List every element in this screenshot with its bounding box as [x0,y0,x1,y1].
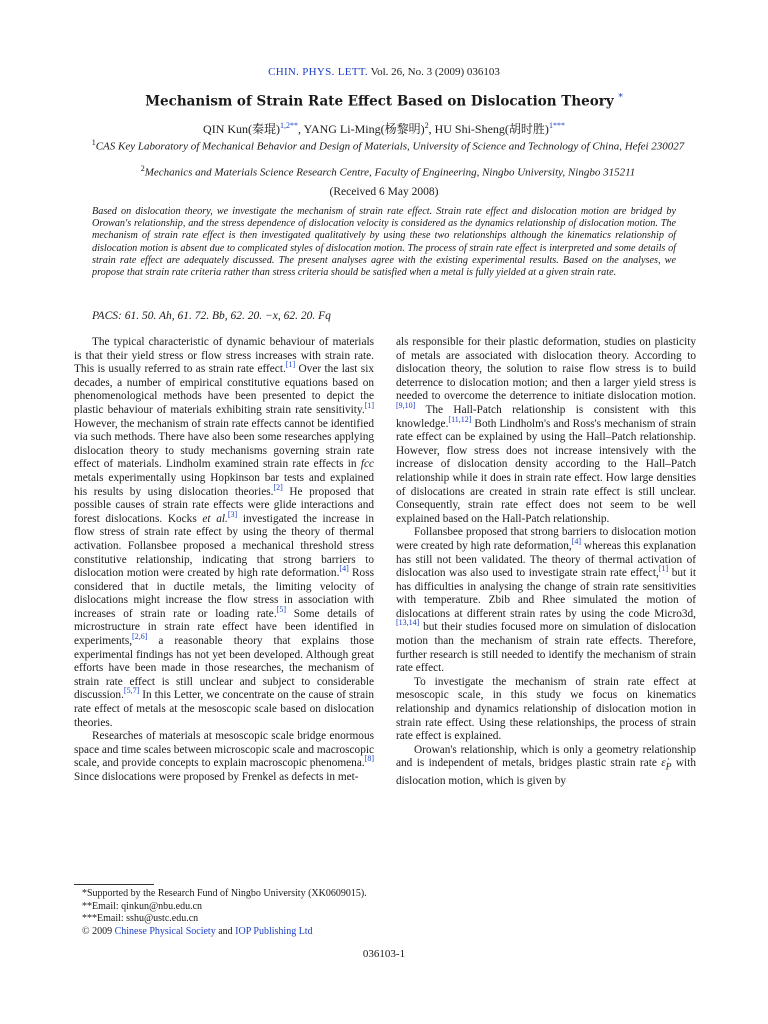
citation-link[interactable]: [1] [285,360,296,370]
citation-link[interactable]: [2,6] [132,632,148,642]
citation-link[interactable]: [11,12] [448,414,472,424]
affiliation-1-number: 1 [91,138,96,147]
footnote-copyright: © 2009 Chinese Physical Society and IOP Publishing Ltd [82,925,313,937]
paragraph: Researches of materials at mesoscopic scale bridge enormous space and time scales between microscopic scale and macroscopic scale, and provide concepts to explain macroscopic phenomena.[8] Since dislocations were proposed by Frenkel as defects in met- [74,730,374,783]
citation-link[interactable]: [1] [364,401,374,411]
citation-link[interactable]: [4] [571,537,582,547]
citation-link[interactable]: [1] [658,564,669,574]
paragraph: als responsible for their plastic deformation, studies on plasticity of metals are associated with dislocation theory. According to dislocation theory, the solution to raise flow stress is to build deterrence to dislocation motion; and then a larger yield stress is needed to overcome the deterrence to initiate dislocation motion.[9,10] The Hall-Patch relationship is consistent with this knowledge.[11,12] Both Lindholm's and Ross's mechanism of strain rate effect can be explained by using the Hall–Patch relationship. However, flow stress does not increase intensively with the increase of dislocation density according to the Hall–Patch relationship while it does in strain rate effect. How large densities of dislocations are created in strain rate effect is still unclear. Consequently, strain rate effect does not seem to be well explained based on the Hall-Patch relationship. [396,336,696,525]
citation-link[interactable]: [5] [276,605,286,615]
journal-name-link[interactable]: CHIN. PHYS. LETT. [268,66,368,78]
strain-rate-symbol: ε̇ [661,757,666,770]
author-1: QIN Kun(秦琨) [203,122,281,136]
affiliation-2-text: Mechanics and Materials Science Research Centre, Faculty of Engineering, Ningbo University, Ningbo 315211 [144,166,636,179]
paragraph: The typical characteristic of dynamic behaviour of materials is that their yield stress or flow stress increases with strain rate. This is usually referred to as strain rate effect.[1] Over the last six decades, a number of empirical constitutive equations based on phenomenological methods have been presented to depict the plastic behaviour of materials exhibiting strain rate sensitivity.[1] However, the mechanism of strain rate effects cannot be identified via such methods. There have also been some researches applying dislocation theory to study mechanisms governing strain rate effect of materials. Lindholm examined strain rate effects in fcc metals experimentally using Hopkinson bar tests and explained his results by using dislocation theories.[2] He proposed that possible causes of strain rate effects were glide interactions and forest dislocations. Kocks et al.[3] investigated the increase in flow stress of strain rate effect by using the theory of thermal activation. Follansbee proposed a mechanical threshold stress constitutive relationship, indicating that strong barriers to dislocation motion were created by high rate deformation.[4] Ross considered that in ductile metals, the limiting velocity of dislocations might increase the flow stress in association with increases of strain rate or loading rate.[5] Some details of microstructure in strain rate effect have been identified in experiments,[2,6] a reasonable theory that explains those experimental findings has not yet been developed. Although great efforts have been made in those researches, the mechanism of strain rate effect is still unclear and subject to considerable discussion.[5,7] In this Letter, we concentrate on the cause of strain rate effect of metals at the mesoscopic scale based on dislocation theories. [74,336,375,729]
title-footnote-mark[interactable]: * [618,93,623,103]
footnote-email-2: ***Email: sshu@ustc.edu.cn [82,913,199,924]
footnote-funding: *Supported by the Research Fund of Ningbo University (XK0609015). [82,888,367,899]
page-number: 036103-1 [362,948,406,960]
paragraph: Orowan's relationship, which is only a geometry relationship and is independent of metals, bridges plastic strain rate $\varepsiloṅ_P$ with dislocation motion, which is given by [396,743,696,788]
citation-link[interactable]: [5,7] [123,686,140,696]
author-2-affil: 2 [424,121,429,130]
affiliation-1 [78,137,698,153]
author-list [0,120,768,137]
right-column [396,336,696,789]
affiliation-1-text: CAS Key Laboratory of Mechanical Behavior and Design of Materials, University of Science and Technology of China, Hefei 230027 [95,140,685,153]
author-1-affil[interactable]: 1,2** [280,121,299,130]
title-text: Mechanism of Strain Rate Effect Based on Dislocation Theory [145,93,614,110]
affiliation-2 [78,163,698,179]
footnote-email-1: **Email: qinkun@nbu.edu.cn [82,900,203,912]
citation-link[interactable]: [8] [364,754,374,764]
cps-link[interactable]: Chinese Physical Society [114,925,216,937]
paper-title [0,93,768,110]
citation-link[interactable]: [4] [339,564,349,574]
citation-link[interactable]: [13,14] [396,618,420,628]
abstract: Based on dislocation theory, we investigate the mechanism of strain rate effect. Strain rate effect and dislocation motion are bridged by Orowan's relationship, and the stress dependence of dislocation velocity is considered as the dynamics relationship of dislocation motion. The mechanism of strain rate effect is then investigated qualitatively by using these two relationships although the kinematics relationship of dislocation motion is absent due to complicated styles of dislocation motion. The process of strain rate effect is interpreted and some details of strain rate effect are adequately discussed. The present analyses agree with the existing experimental results. Based on the analyses, we propose that strain rate criteria rather than stress criteria should be satisfied when a metal is fully yielded at a given strain rate. [92,206,676,279]
paragraph: Follansbee proposed that strong barriers to dislocation motion were created by high rate deformation,[4] whereas this explanation has still not been validated. The theory of thermal activation of dislocation was also used to investigate strain rate effect,[1] but it has difficulties in analysing the change of strain rate sensitivities with temperature. Zbib and Rhee simulated the motion of dislocations at different strain rates by using the code Micro3d,[13,14] but their studies focused more on simulation of dislocation motion than the mechanism of strain rate effects. Therefore, further research is still needed to identify the mechanism of strain rate effect. [396,526,696,675]
author-3: , HU Shi-Sheng(胡时胜) [428,122,549,136]
pacs-codes: PACS: 61. 50. Ah, 61. 72. Bb, 62. 20. −x, 62. 20. Fq [92,310,331,322]
footnotes [82,888,367,938]
received-date: (Received 6 May 2008) [329,186,439,198]
journal-header [0,66,768,78]
left-column [74,336,374,785]
journal-reference: Vol. 26, No. 3 (2009) 036103 [370,66,500,78]
citation-link[interactable]: [2] [273,482,283,492]
paragraph: To investigate the mechanism of strain rate effect at mesoscopic scale, in this study we focus on kinematics relationship and dynamics relationship of dislocation motion in strain rate effect. Using these relationships, the process of strain rate effect is explained. [396,675,696,743]
author-2: , YANG Li-Ming(杨黎明) [298,122,425,136]
footnote-divider [74,884,154,885]
citation-link[interactable]: [3] [227,509,238,519]
iop-link[interactable]: IOP Publishing Ltd [235,925,313,937]
affiliation-2-number: 2 [140,164,145,173]
citation-link[interactable]: [9,10] [396,401,416,411]
author-3-affil[interactable]: 1*** [548,121,565,130]
